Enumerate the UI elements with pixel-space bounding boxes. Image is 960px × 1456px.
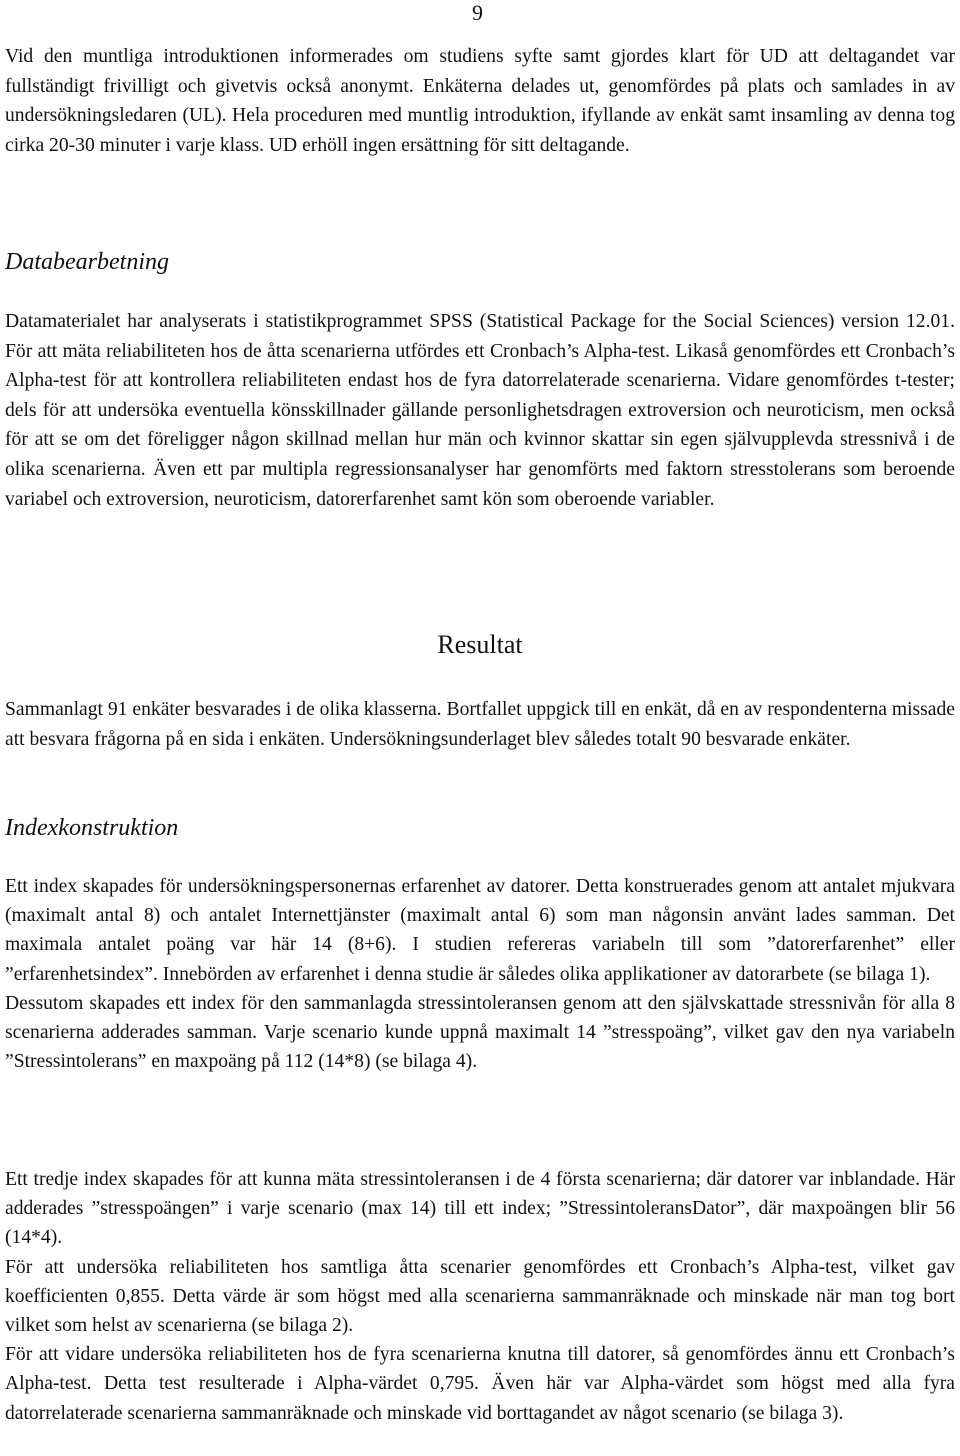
resultat-heading: Resultat <box>437 630 523 659</box>
indexkonstruktion-heading: Indexkonstruktion <box>5 815 179 841</box>
databearbetning-heading: Databearbetning <box>5 249 169 275</box>
indexkonstruktion-body <box>5 872 955 1076</box>
page-number: 9 <box>472 0 483 25</box>
resultat-paragraph: Sammanlagt 91 enkäter besvarades i de olika klasserna. Bortfallet uppgick till en enkät, då en av respondenterna missade att besvara frågorna på en sida i enkäten. Undersökningsunderlaget blev således totalt 90 besvarade enkäter. <box>5 699 955 750</box>
databearbetning-body <box>5 307 955 514</box>
intro-paragraph: Vid den muntliga introduktionen informerades om studiens syfte samt gjordes klart för UD att deltagandet var fullständigt frivilligt och givetvis också anonymt. Enkäterna delades ut, genomfördes på plats och samlades in av undersökningsledaren (UL). Hela proceduren med muntlig introduktion, ifyllande av enkät samt insamling av denna tog cirka 20-30 minuter i varje klass. UD erhöll ingen ersättning för sitt deltagande. <box>5 46 955 156</box>
intro-section <box>5 42 955 160</box>
databearbetning-section <box>5 247 955 277</box>
resultat-body <box>5 695 955 754</box>
index-paragraph-1: Ett index skapades för undersökningspersonernas erfarenhet av datorer. Detta konstruerades genom att antalet mjukvara (maximalt antal 8) och antalet Internettjänster (maximalt antal 6) som man någonsin använt lades samman. Det maximala antalet poäng var här 14 (8+6). I studien refereras variabeln till som ”datorerfarenhet” eller ”erfarenhetsindex”. Innebörden av erfarenhet i denna studie är således olika applikationer av datorarbete (se bilaga 1). <box>5 876 955 985</box>
databearbetning-paragraph: Datamaterialet har analyserats i statistikprogrammet SPSS (Statistical Package for the Social Sciences) version 12.01. För att mäta reliabiliteten hos de åtta scenarierna utfördes ett Cronbach’s Alpha-test. Likaså genomfördes ett Cronbach’s Alpha-test för att kontrollera reliabiliteten endast hos de fyra datorrelaterade scenarierna. Vidare genomfördes t-tester; dels för att undersöka eventuella könsskillnader gällande personlighetsdragen extroversion och neuroticism, men också för att se om det föreligger någon skillnad mellan hur män och kvinnor skattar sin egen självupplevda stressnivå i de olika scenarierna. Även ett par multipla regressionsanalyser har genomförts med faktorn stresstolerans som beroende variabel och extroversion, neuroticism, datorerfarenhet samt kön som oberoende variabler. <box>5 311 955 510</box>
index-paragraph-3: Ett tredje index skapades för att kunna mäta stressintoleransen i de 4 första scenarierna; där datorer var inblandade. Här adderades ”stresspoängen” i varje scenario (max 14) till ett index; ”StressintoleransDator”, där maxpoängen blir 56 (14*4). <box>5 1169 955 1249</box>
index-paragraph-2: Dessutom skapades ett index för den sammanlagda stressintoleransen genom att den självskattade stressnivån för alla 8 scenarierna adderades samman. Varje scenario kunde uppnå maximalt 14 ”stresspoäng”, vilket gav den nya variabeln ”Stressintolerans” en maxpoäng på 112 (14*8) (se bilaga 4). <box>5 992 955 1073</box>
resultat-section <box>5 629 955 661</box>
indexkonstruktion-section <box>5 813 955 843</box>
indexkonstruktion-body-2 <box>5 1165 955 1428</box>
index-paragraph-4: För att undersöka reliabiliteten hos samtliga åtta scenarier genomfördes ett Cronbach’s Alpha-test, vilket gav koefficienten 0,855. Detta värde är som högst med alla scenarierna sammanräknade och minskade när man tog bort vilket som helst av scenarierna (se bilaga 2). <box>5 1256 955 1337</box>
index-paragraph-5: För att vidare undersöka reliabiliteten hos de fyra scenarierna knutna till datorer, så genomfördes ännu ett Cronbach’s Alpha-test. Detta test resulterade i Alpha-värdet 0,795. Även här var Alpha-värdet som högst med alla fyra datorrelaterade scenarierna sammanräknade och minskade vid borttagandet av något scenario (se bilaga 3). <box>5 1344 955 1424</box>
